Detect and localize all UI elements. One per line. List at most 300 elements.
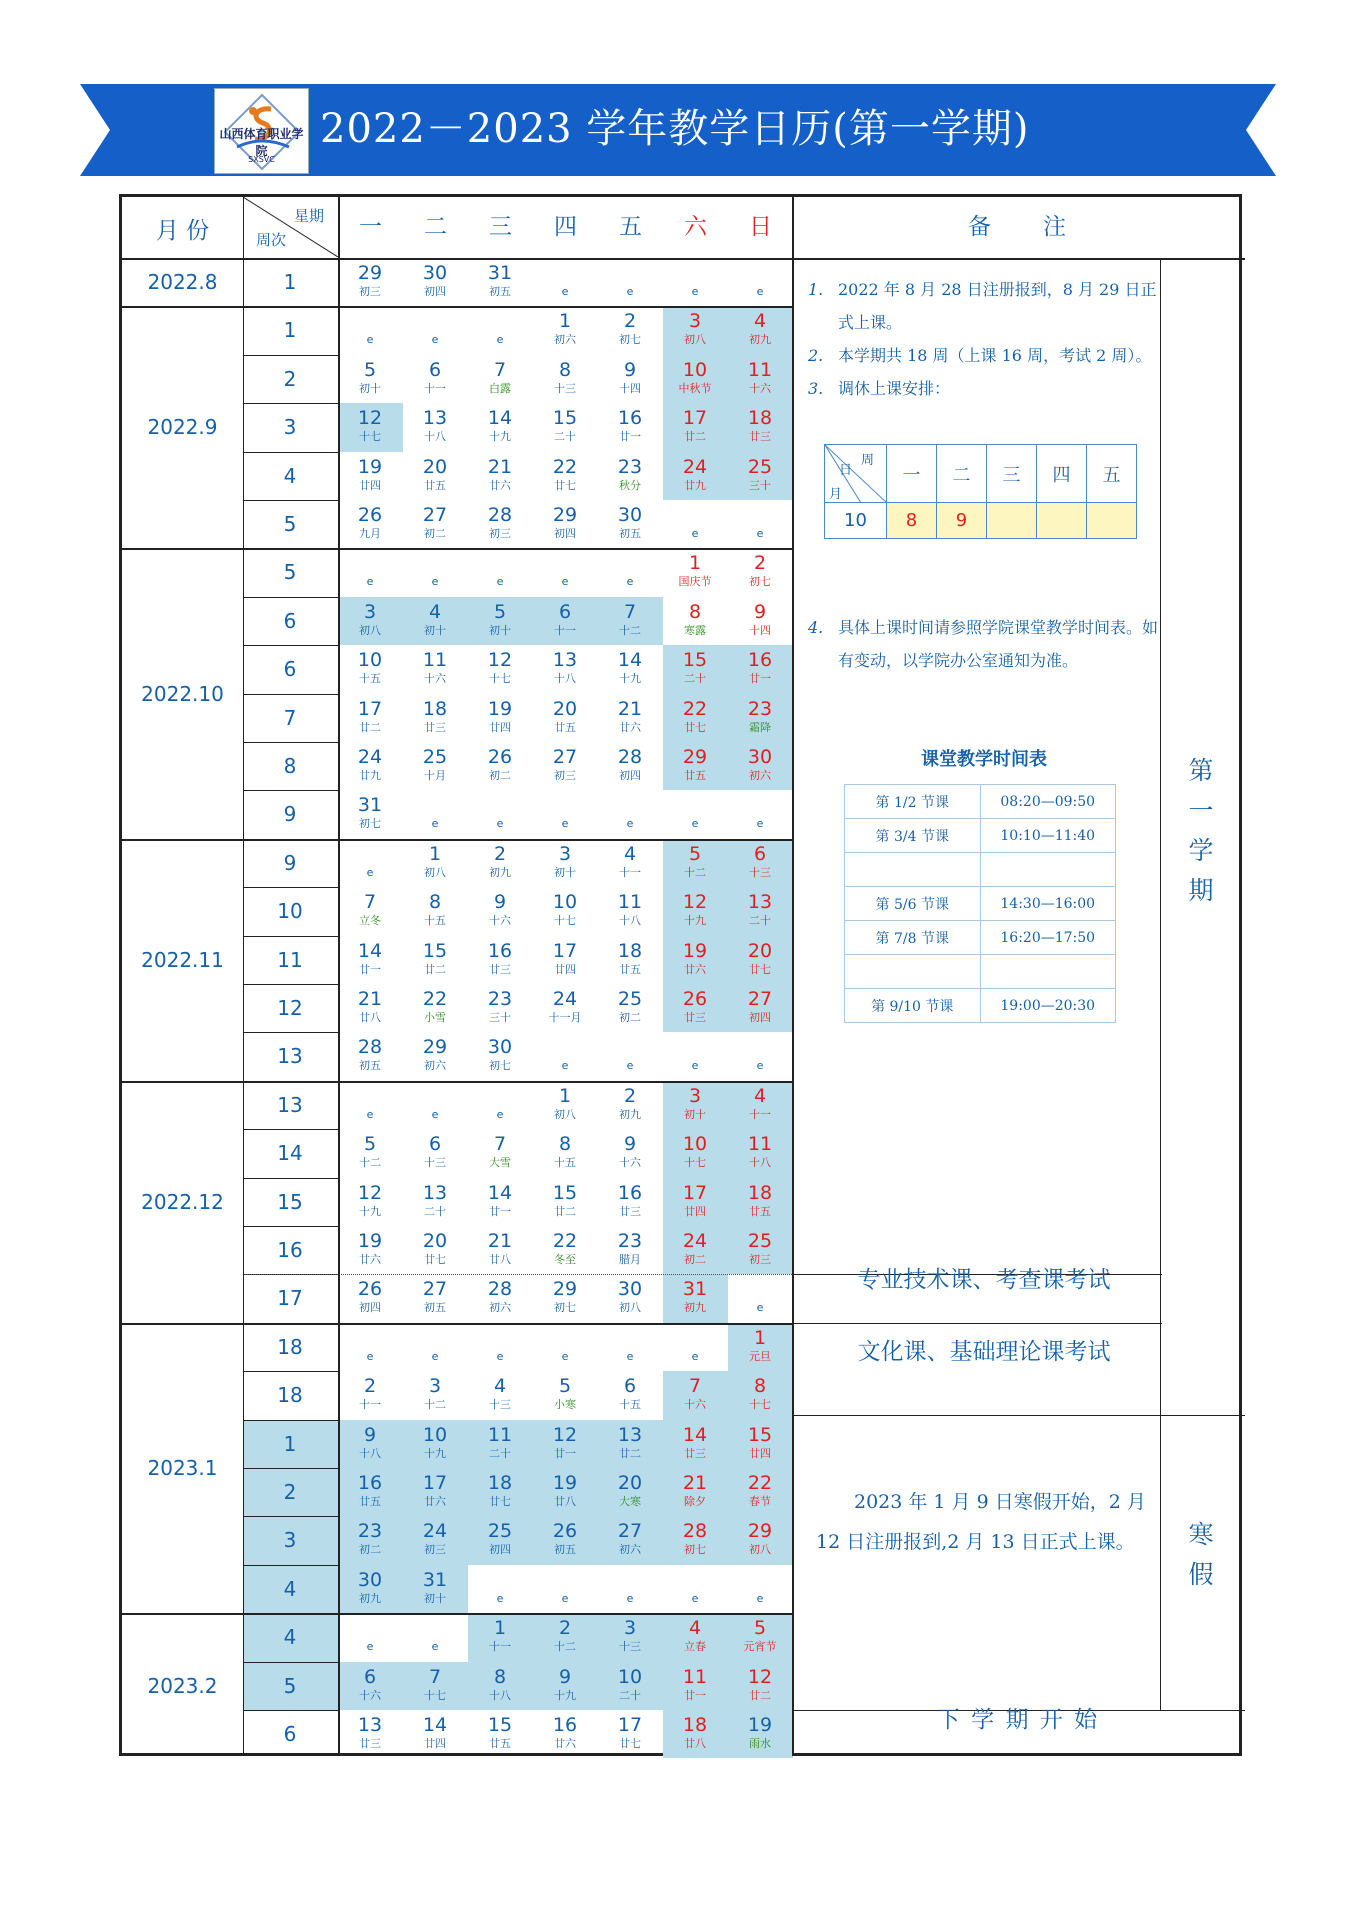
adj-day: 二 (937, 445, 987, 503)
lunar-date: 十八 (489, 1688, 511, 1702)
day-number: 11 (617, 891, 643, 914)
day-number: 1 (493, 1617, 507, 1640)
lunar-date: 十一 (554, 623, 576, 637)
day-number: 19 (747, 1714, 773, 1736)
month-label: 2022.9 (147, 415, 218, 440)
lunar-date: 十一 (424, 381, 446, 395)
lunar-date: 十二 (359, 1156, 381, 1170)
day-number: 17 (682, 407, 708, 430)
week-row-line (243, 548, 338, 549)
lunar-date: 廿一 (554, 1446, 576, 1460)
lunar-date: e (626, 817, 634, 831)
lunar-date: e (756, 527, 764, 540)
semester-char: 期 (1188, 876, 1214, 905)
day-number: 1 (558, 310, 572, 333)
lunar-date: e (431, 1349, 439, 1363)
day-number: 15 (682, 649, 708, 672)
day-number: 2 (623, 1084, 637, 1107)
note-number: 2. (808, 346, 824, 365)
day-number: 10 (552, 891, 578, 914)
week-row-line (243, 500, 338, 501)
week-number: 9 (283, 802, 297, 827)
schedule-time: 10:10—11:40 (980, 819, 1116, 853)
day-number: 4 (428, 600, 442, 623)
lunar-date: 初八 (684, 333, 706, 347)
lunar-date: 初四 (424, 285, 446, 298)
lunar-date: 十四 (619, 381, 641, 395)
lunar-date: 初六 (554, 333, 576, 347)
lunar-date: e (561, 575, 569, 589)
week-number: 12 (277, 996, 303, 1020)
lunar-date: 立冬 (359, 914, 381, 928)
week-row-line (243, 742, 338, 743)
lunar-date: e (431, 1640, 439, 1654)
week-number: 5 (283, 1673, 297, 1698)
weekday-header: 六 (684, 214, 707, 240)
day-number: 28 (682, 1520, 708, 1543)
day-number: 8 (688, 600, 702, 623)
lunar-date: e (626, 1591, 634, 1605)
make-up-day-table (824, 444, 1137, 539)
week-row-line (243, 1226, 338, 1227)
adj-day: 四 (1037, 445, 1087, 503)
lunar-date: 廿二 (359, 720, 381, 734)
lunar-date: 十二 (554, 1640, 576, 1654)
exam-note-1: 专业技术课、考查课考试 (857, 1267, 1111, 1293)
day-number: 15 (747, 1423, 773, 1446)
day-number: 24 (357, 746, 383, 768)
lunar-date: e (691, 285, 699, 298)
schedule-period (845, 853, 981, 887)
lunar-date: 秋分 (619, 478, 641, 492)
lunar-date: 初二 (489, 769, 511, 782)
day-number: 30 (617, 1278, 643, 1301)
adj-day: 一 (887, 445, 937, 503)
day-number: 20 (747, 939, 773, 962)
day-number: 17 (357, 697, 383, 720)
lunar-date: 十五 (554, 1156, 576, 1170)
exam-note-2: 文化课、基础理论课考试 (857, 1339, 1111, 1365)
lunar-date: e (366, 1349, 374, 1363)
day-number: 29 (682, 746, 708, 768)
lunar-date: 初十 (359, 381, 381, 395)
lunar-date: 廿三 (359, 1737, 381, 1750)
month-divider (122, 548, 792, 550)
day-number: 2 (363, 1375, 377, 1398)
column-line (792, 197, 794, 1756)
lunar-date: 初十 (489, 623, 511, 637)
note-text: 2022 年 8 月 28 日注册报到，8 月 29 日正式上课。 (838, 280, 1157, 332)
week-row-line (243, 1613, 338, 1614)
week-number: 5 (283, 560, 297, 585)
school-logo (214, 88, 309, 174)
logo-subtext: SXSVC (248, 155, 275, 164)
lunar-date: 初五 (489, 285, 511, 298)
remark-divider (792, 1323, 1162, 1324)
weekday-header: 四 (554, 214, 577, 240)
lunar-date: 初四 (619, 769, 641, 782)
lunar-date: 十六 (424, 672, 446, 686)
lunar-date: 霜降 (749, 720, 771, 734)
lunar-date: 廿三 (749, 430, 771, 444)
lunar-date: 初三 (424, 1543, 446, 1557)
lunar-date: 二十 (684, 672, 706, 686)
day-number: 24 (552, 988, 578, 1010)
day-number: 7 (688, 1375, 702, 1398)
schedule-period: 第 1/2 节课 (845, 785, 981, 819)
adj-corner-week: 周 (861, 453, 875, 468)
day-number: 30 (357, 1568, 383, 1591)
day-number: 4 (623, 842, 637, 865)
lunar-date: 大雪 (489, 1156, 511, 1170)
week-number: 18 (277, 1383, 303, 1408)
day-number: 24 (422, 1520, 448, 1543)
day-number: 26 (552, 1520, 578, 1543)
day-number: 30 (747, 746, 773, 768)
weekday-header: 二 (424, 214, 447, 240)
lunar-date: e (366, 575, 374, 589)
lunar-date: 寒露 (684, 623, 706, 637)
day-number: 15 (422, 939, 448, 962)
day-number: 8 (753, 1375, 767, 1398)
day-number: 16 (747, 649, 773, 672)
lunar-date: 廿一 (749, 672, 771, 686)
week-number: 14 (277, 1141, 303, 1166)
month-header: 月 份 (155, 218, 210, 244)
lunar-date: 十七 (554, 914, 576, 928)
week-number: 11 (277, 947, 303, 972)
day-number: 5 (363, 358, 377, 381)
lunar-date: e (756, 1059, 764, 1073)
lunar-date: 大寒 (619, 1495, 641, 1508)
day-number: 11 (422, 649, 448, 672)
lunar-date: 廿五 (424, 478, 446, 492)
class-time-table (844, 784, 1116, 1023)
day-number: 10 (357, 649, 383, 672)
lunar-date: 十九 (619, 672, 641, 686)
day-number: 16 (617, 1181, 643, 1204)
day-number: 26 (682, 988, 708, 1010)
week-row-line (243, 306, 338, 307)
week-row-line (243, 452, 338, 453)
weekday-header: 一 (359, 214, 382, 240)
day-number: 19 (682, 939, 708, 962)
week-row-line (243, 403, 338, 404)
day-number: 26 (357, 504, 383, 526)
schedule-time: 19:00—20:30 (980, 989, 1116, 1023)
lunar-date: 十六 (359, 1688, 381, 1702)
note-item (808, 273, 1160, 339)
lunar-date: 廿六 (619, 720, 641, 734)
lunar-date: e (496, 817, 504, 831)
day-number: 24 (682, 1230, 708, 1252)
weekday-header: 日 (749, 214, 772, 240)
lunar-date: 中秋节 (678, 381, 712, 395)
day-number: 29 (552, 1278, 578, 1301)
semester-char: 第 (1188, 756, 1214, 785)
week-number: 18 (277, 1334, 303, 1359)
lunar-date: 廿二 (619, 1446, 641, 1460)
lunar-date: 十一月 (548, 1011, 582, 1024)
day-number: 21 (682, 1472, 708, 1494)
lunar-date: e (366, 865, 374, 879)
week-row-line (243, 1323, 338, 1324)
lunar-date: e (561, 1349, 569, 1363)
day-number: 15 (552, 1181, 578, 1204)
day-number: 3 (363, 600, 377, 623)
day-number: 25 (747, 455, 773, 478)
lunar-date: 廿一 (684, 1688, 706, 1702)
day-number: 22 (552, 1230, 578, 1252)
day-number: 20 (617, 1472, 643, 1494)
column-line (338, 197, 340, 1756)
header-divider (122, 258, 1245, 260)
week-number: 3 (283, 415, 297, 440)
week-number: 1 (283, 318, 297, 343)
schedule-period: 第 5/6 节课 (845, 887, 981, 921)
lunar-date: 廿八 (489, 1253, 511, 1266)
lunar-date: e (496, 1349, 504, 1363)
day-number: 8 (558, 358, 572, 381)
day-number: 20 (422, 455, 448, 478)
lunar-date: 廿六 (424, 1495, 446, 1508)
lunar-date: 初七 (554, 1301, 576, 1315)
lunar-date: 初九 (619, 1107, 641, 1121)
week-row-line (243, 645, 338, 646)
day-number: 24 (682, 455, 708, 478)
day-number: 14 (357, 939, 383, 962)
schedule-time (980, 853, 1116, 887)
lunar-date: e (496, 1591, 504, 1605)
day-number: 16 (552, 1714, 578, 1736)
lunar-date: e (756, 285, 764, 298)
schedule-period (845, 955, 981, 989)
lunar-date: 初九 (749, 333, 771, 347)
lunar-date: 廿二 (749, 1688, 771, 1702)
day-number: 21 (487, 1230, 513, 1252)
adj-corner-day: 日 (839, 463, 853, 478)
lunar-date: 廿七 (424, 1253, 446, 1266)
lunar-date: 廿四 (684, 1204, 706, 1218)
day-number: 12 (682, 891, 708, 914)
day-number: 18 (682, 1714, 708, 1736)
day-number: 3 (688, 1084, 702, 1107)
schedule-row (845, 921, 1116, 955)
week-number: 4 (283, 1576, 297, 1601)
lunar-date: e (691, 817, 699, 831)
lunar-date: 廿三 (684, 1446, 706, 1460)
day-number: 20 (552, 697, 578, 720)
lunar-date: 十六 (749, 381, 771, 395)
week-number: 10 (277, 899, 303, 924)
day-number: 20 (422, 1230, 448, 1252)
lunar-date: 初十 (554, 865, 576, 879)
week-row-line (243, 1468, 338, 1469)
title-banner (80, 84, 1276, 176)
day-number: 2 (558, 1617, 572, 1640)
day-number: 7 (363, 891, 377, 914)
lunar-date: 十七 (749, 1398, 771, 1412)
day-number: 29 (747, 1520, 773, 1543)
lunar-date: 十五 (424, 914, 446, 928)
lunar-date: e (366, 333, 374, 347)
day-number: 9 (558, 1665, 572, 1688)
lunar-date: 廿七 (489, 1495, 511, 1508)
week-row-line (243, 1565, 338, 1566)
lunar-date: e (431, 575, 439, 589)
day-number: 27 (617, 1520, 643, 1543)
lunar-date: 初三 (489, 527, 511, 540)
schedule-time: 08:20—09:50 (980, 785, 1116, 819)
lunar-date: 廿四 (489, 720, 511, 734)
day-number: 27 (422, 504, 448, 526)
day-number: 12 (357, 1181, 383, 1204)
lunar-date: 廿五 (619, 962, 641, 976)
day-number: 18 (747, 1181, 773, 1204)
day-number: 15 (487, 1714, 513, 1736)
schedule-title: 课堂教学时间表 (921, 749, 1047, 770)
lunar-date: e (756, 1591, 764, 1605)
corner-weekday-label: 星期 (294, 207, 325, 225)
lunar-date: 十五 (619, 1398, 641, 1412)
week-number: 1 (283, 1431, 297, 1456)
column-line (1160, 258, 1161, 1710)
adj-corner-month: 月 (829, 487, 843, 502)
lunar-date: e (561, 1591, 569, 1605)
winter-break-note: 2023 年 1 月 9 日寒假开始，2 月 12 日注册报到,2 月 13 日正式上课。 (816, 1491, 1146, 1553)
month-divider (122, 1323, 792, 1325)
lunar-date: 腊月 (619, 1253, 641, 1266)
day-number: 5 (363, 1133, 377, 1156)
schedule-period: 第 9/10 节课 (845, 989, 981, 1023)
adj-day: 三 (987, 445, 1037, 503)
lunar-date: 初十 (424, 1591, 446, 1605)
lunar-date: 三十 (749, 478, 771, 492)
lunar-date: 十二 (619, 623, 641, 637)
lunar-date: 廿八 (554, 1495, 576, 1508)
semester-char: 学 (1188, 836, 1214, 865)
day-number: 31 (487, 262, 513, 284)
lunar-date: 初八 (554, 1107, 576, 1121)
lunar-date: 小雪 (424, 1011, 446, 1024)
day-number: 31 (422, 1568, 448, 1591)
lunar-date: 十一 (489, 1640, 511, 1654)
day-number: 5 (688, 842, 702, 865)
month-label: 2022.10 (141, 681, 224, 706)
day-number: 18 (487, 1472, 513, 1494)
lunar-date: e (691, 1349, 699, 1363)
day-number: 25 (422, 746, 448, 768)
day-number: 31 (682, 1278, 708, 1301)
week-row-line (243, 839, 338, 840)
page-title: 2022－2023 学年教学日历(第一学期) (320, 106, 1030, 152)
lunar-date: e (626, 1349, 634, 1363)
lunar-date: 十七 (359, 430, 381, 444)
lunar-date: 十六 (684, 1398, 706, 1412)
day-number: 25 (747, 1230, 773, 1252)
day-number: 9 (623, 358, 637, 381)
day-number: 11 (747, 1133, 773, 1156)
day-number: 30 (422, 262, 448, 284)
note-number: 3. (808, 379, 824, 398)
day-number: 6 (558, 600, 572, 623)
day-number: 22 (422, 988, 448, 1010)
day-number: 13 (357, 1714, 383, 1736)
day-number: 27 (747, 988, 773, 1010)
day-number: 9 (623, 1133, 637, 1156)
day-number: 7 (493, 358, 507, 381)
lunar-date: e (626, 575, 634, 589)
schedule-row (845, 853, 1116, 887)
week-number: 5 (283, 512, 297, 536)
day-number: 31 (357, 794, 383, 817)
lunar-date: 廿八 (359, 1011, 381, 1024)
lunar-date: 初七 (684, 1543, 706, 1557)
schedule-row (845, 819, 1116, 853)
day-number: 18 (617, 939, 643, 962)
lunar-date: 立春 (684, 1640, 706, 1654)
day-number: 2 (493, 842, 507, 865)
week-number: 9 (283, 850, 297, 875)
lunar-date: 国庆节 (678, 575, 712, 589)
lunar-date: 初八 (619, 1301, 641, 1315)
lunar-date: 初七 (489, 1059, 511, 1073)
week-number: 13 (277, 1044, 303, 1069)
lunar-date: 初三 (554, 769, 576, 782)
day-number: 26 (487, 746, 513, 768)
lunar-date: e (626, 285, 634, 298)
day-number: 23 (747, 697, 773, 720)
weekday-header: 三 (489, 214, 512, 240)
day-number: 8 (558, 1133, 572, 1156)
lunar-date: 初五 (424, 1301, 446, 1315)
lunar-date: 二十 (424, 1204, 446, 1218)
week-number: 6 (283, 657, 297, 682)
lunar-date: e (561, 285, 569, 298)
day-number: 19 (552, 1472, 578, 1494)
lunar-date: 十六 (489, 914, 511, 928)
semester-char: 一 (1188, 796, 1214, 825)
lunar-date: 初九 (359, 1591, 381, 1605)
lunar-date: 廿七 (619, 1737, 641, 1750)
lunar-date: 廿四 (749, 1446, 771, 1460)
lunar-date: 廿五 (554, 720, 576, 734)
lunar-date: 雨水 (749, 1737, 771, 1750)
lunar-date: 春节 (749, 1495, 771, 1508)
week-number: 15 (277, 1189, 303, 1214)
lunar-date: 廿四 (359, 478, 381, 492)
lunar-date: e (431, 333, 439, 347)
week-row-line (243, 1178, 338, 1179)
schedule-time (980, 955, 1116, 989)
day-number: 17 (552, 939, 578, 962)
note-item (808, 372, 1160, 405)
lunar-date: 十九 (684, 914, 706, 928)
lunar-date: 十三 (489, 1398, 511, 1412)
lunar-date: 十一 (619, 865, 641, 879)
day-number: 1 (753, 1326, 767, 1349)
lunar-date: 初八 (749, 1543, 771, 1557)
semester-side-label (1160, 751, 1242, 911)
day-number: 23 (487, 988, 513, 1010)
notes-area (808, 273, 1160, 405)
day-number: 12 (747, 1665, 773, 1688)
corner-week-label: 周次 (256, 231, 287, 249)
day-number: 5 (493, 600, 507, 623)
day-number: 28 (487, 1278, 513, 1301)
adj-value (987, 503, 1037, 539)
remark-divider (792, 1415, 1245, 1416)
